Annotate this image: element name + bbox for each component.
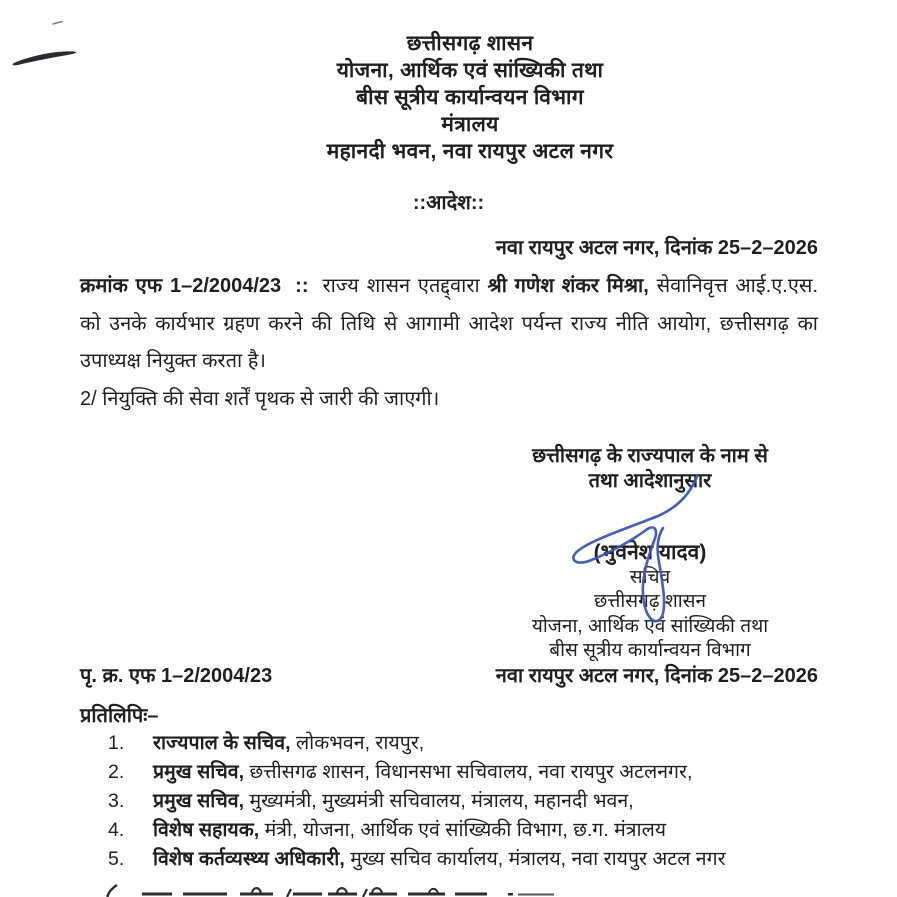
pen-mark	[0, 0, 110, 80]
copy-item-4	[108, 816, 812, 844]
separator: ::	[295, 275, 309, 297]
item-text	[153, 845, 812, 873]
item-detail: लोकभवन, रायपुर,	[295, 732, 425, 754]
copy-item-3	[108, 787, 812, 815]
order-heading: ::आदेश::	[412, 192, 485, 214]
item-number: 2.	[108, 761, 125, 783]
letterhead-line-government: छत्तीसगढ़ शासन	[406, 32, 534, 55]
letterhead-line-department1: योजना, आर्थिक एवं सांख्यिकी तथा	[336, 59, 604, 82]
copy-to-heading: प्रतिलिपिः–	[80, 705, 159, 727]
letterhead-line-ministry: मंत्रालय	[441, 113, 499, 136]
endorsement-ref-number: पृ. क्र. एफ 1–2/2004/23	[80, 665, 273, 687]
org-line-department2: बीस सूत्रीय कार्यान्वयन विभाग	[549, 640, 751, 661]
item-number: 1.	[108, 732, 125, 754]
item-text	[153, 758, 812, 786]
item-designation: राज्यपाल के सचिव,	[153, 732, 291, 754]
order-body	[80, 268, 818, 418]
copy-item-1	[108, 729, 812, 757]
item-detail: छत्तीसगढ शासन, विधानसभा सचिवालय, नवा रायपुर अटलनगर,	[249, 761, 693, 783]
item-detail: मुख्य सचिव कार्यालय, मंत्रालय, नवा रायपुर अटल नगर	[350, 848, 726, 870]
org-line-government: छत्तीसगढ़ शासन	[593, 591, 707, 612]
item-number: 5.	[108, 848, 125, 870]
org-line-department1: योजना, आर्थिक एवं सांख्यिकी तथा	[531, 615, 769, 637]
copy-list	[108, 729, 812, 874]
item-number: 3.	[108, 790, 125, 812]
item-number: 4.	[108, 819, 125, 841]
item-designation: विशेष सहायक,	[153, 819, 260, 841]
dateline: नवा रायपुर अटल नगर, दिनांक 25–2–2026	[495, 237, 818, 259]
body-text-after-name: सेवानिवृत्त आई.ए.एस. को उनके कार्यभार ग्रहण करने की तिथि से आगामी आदेश पर्यन्त राज्य नीति आयोग, छत्तीसगढ़ का उपाध्यक्ष नियुक्त करता है।	[80, 275, 819, 372]
body-text-before-name: राज्य शासन एतद्द्वारा	[322, 275, 480, 297]
endorsement-place-date: नवा रायपुर अटल नगर, दिनांक 25–2–2026	[495, 665, 818, 687]
signatory-name: (भुवनेश यादव)	[593, 541, 707, 564]
authority-line-1: छत्तीसगढ़ के राज्यपाल के नाम से	[532, 445, 768, 467]
copy-item-5	[108, 845, 812, 873]
letterhead-line-department2: बीस सूत्रीय कार्यान्वयन विभाग	[356, 86, 584, 109]
endorsement-row	[80, 661, 818, 688]
ref-number: क्रमांक एफ 1–2/2004/23	[80, 275, 282, 297]
letterhead-line-address: महानदी भवन, नवा रायपुर अटल नगर	[326, 140, 614, 163]
item-text	[153, 729, 812, 757]
order-paragraph-1	[80, 268, 818, 381]
item-designation: प्रमुख सचिव,	[153, 790, 245, 812]
item-text	[153, 787, 812, 815]
item-detail: मुख्यमंत्री, मुख्यमंत्री सचिवालय, मंत्रालय, महानदी भवन,	[249, 790, 634, 812]
item-designation: प्रमुख सचिव,	[153, 761, 245, 783]
signatory-designation: सचिव	[629, 567, 671, 588]
signature-block	[460, 444, 840, 664]
item-text	[153, 816, 812, 844]
item-designation: विशेष कर्तव्यस्थ्य अधिकारी,	[153, 848, 345, 870]
order-paragraph-2: 2/ नियुक्ति की सेवा शर्तें पृथक से जारी की जाएगी।	[80, 387, 440, 410]
copy-item-2	[108, 758, 812, 786]
appointee-name: श्री गणेश शंकर मिश्रा,	[487, 275, 649, 297]
authority-line-2: तथा आदेशानुसार	[588, 470, 712, 492]
letterhead	[247, 30, 693, 165]
item-detail: मंत्री, योजना, आर्थिक एवं सांख्यिकी विभाग, छ.ग. मंत्रालय	[264, 819, 667, 841]
